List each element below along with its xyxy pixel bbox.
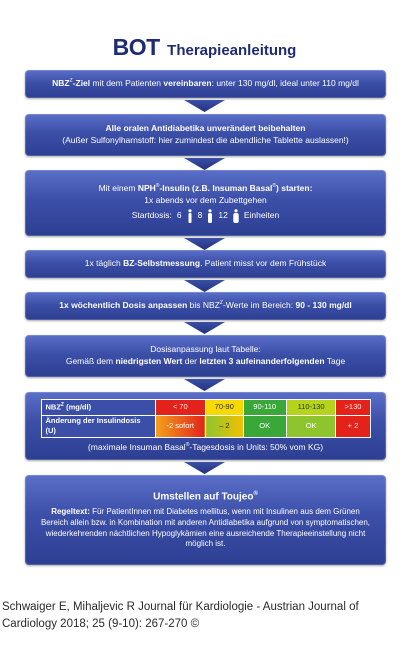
person-large-icon [233,209,239,223]
table-cell: OK [286,416,336,438]
table-row-dose-change [41,416,370,438]
dose-medium: 8 [197,209,203,220]
arrow-down-icon [184,322,225,334]
start-dose-label: Startdosis: [131,209,172,220]
step-2-oral-antidiabetics [25,114,386,156]
table-cell: + 2 [336,416,370,438]
arrow-down-icon [184,462,225,474]
table-cell: OK [243,416,286,438]
arrow-down-icon [184,238,225,250]
dose-adjustment-table [41,399,371,438]
title-main: BOT [112,34,160,60]
source-caption: Schwaiger E, Mihaljevic R Journal für Kardiologie - Austrian Journal of Cardiology 2018; 25 (9-10): 267-270 © [2,601,359,630]
step-8-switch-toujeo [25,475,386,565]
step-6-dose-adjustment-rule: Dosisanpassung laut Tabelle: Gemäß dem niedrigsten Wert der letzten 3 aufeinanderfolgenden Tage [25,335,386,377]
step-7-dose-table [25,392,386,460]
step-2-line-2: (Außer Sulfonylharnstoff: hier zumindest die abendliche Tablette auslassen!) [62,135,349,145]
title-sub: Therapieanleitung [167,42,297,59]
table-row-nbz [41,400,370,416]
toujeo-heading: Umstellen auf Toujeo® [153,490,258,503]
arrow-down-icon [184,280,225,292]
dose-large: 12 [218,209,228,220]
step-3-nph-insulin-start: Mit einem NPH®-Insulin (z.B. Insuman Basal®) starten: 1x abends vor dem Zubettgehen Startdosis: 6 8 12 Einheiten [25,170,386,236]
table-cell: 90-110 [243,400,286,416]
table-cell: >130 [336,400,370,416]
toujeo-rule-text: Regeltext: Für PatientInnen mit Diabetes mellitus, wenn mit Insulinen aus dem Grünen Bereich allein bzw. in Kombination mit anderen Antidiabetika aufgrund von symptomatischen, wiederkehrenden nächtlichen Hypoglykämien eine ausreichende Therapieeinstellung nicht möglich ist. [40,506,371,549]
dose-small: 6 [176,209,182,220]
step-2-line-1: Alle oralen Antidiabetika unverändert beibehalten [105,123,306,134]
table-cell: -2 sofort [155,416,206,438]
page-title [0,34,409,61]
arrow-down-icon [184,158,225,170]
step-1-nbz-target: $NBZ^Z$-Ziel mit dem Patienten vereinbaren: unter 130 mg/dl, ideal unter 110 mg/dl [25,70,386,98]
step-3-line-2: 1x abends vor dem Zubettgehen [144,195,267,205]
table-cell: 110-130 [286,400,336,416]
table-cell: < 70 [155,400,206,416]
max-dose-note: (maximale Insuman Basal®-Tagesdosis in Units: 50% vom KG) [87,441,324,452]
dose-unit: Einheiten [243,209,280,220]
step-5-weekly-adjust: 1x wöchentlich Dosis anpassen bis $NBZ^Z$-Werte im Bereich: 90 - 130 mg/dl [25,292,386,320]
start-dose-row [132,209,280,223]
step-6-line-1: Dosisanpassung laut Tabelle: [150,344,261,355]
row-label-nbz: $NBZ^Z$ (mg/dl) [41,400,155,416]
person-small-icon [187,209,193,223]
arrow-down-icon [184,379,225,391]
step-4-self-monitoring: 1x täglich BZ-Selbstmessung. Patient misst vor dem Frühstück [25,250,386,278]
table-cell: 70-90 [206,400,244,416]
arrow-down-icon [184,100,225,112]
row-label-dose-change: Änderung der Insulindosis (U) [41,416,155,438]
table-cell: – 2 [206,416,244,438]
person-medium-icon [207,209,213,223]
